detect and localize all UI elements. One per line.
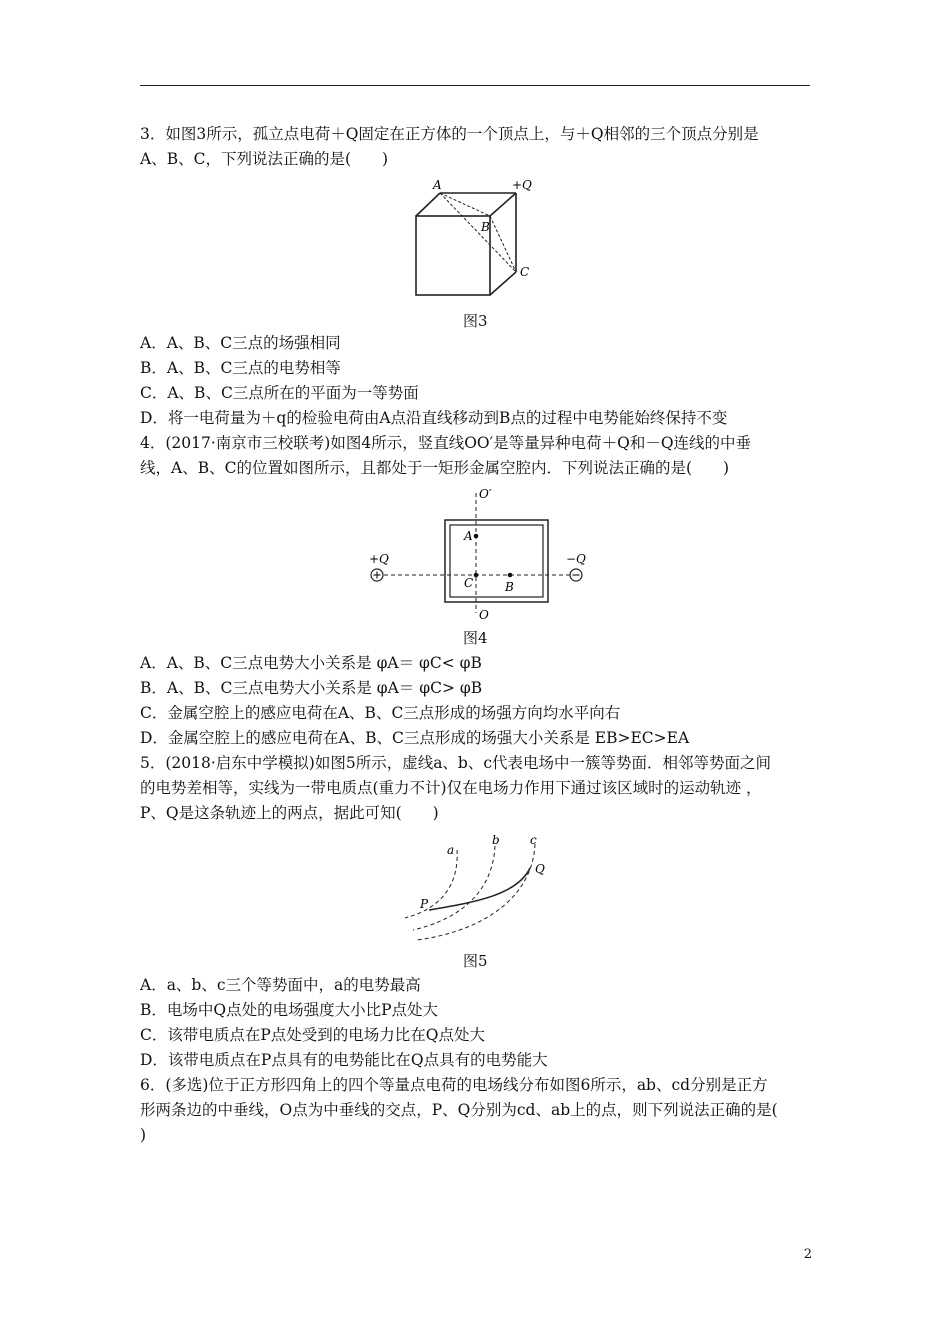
q5-stem-line1: 5．(2018·启东中学模拟)如图5所示，虚线a、b、c代表电场中一簇等势面．相邻等势面之间 bbox=[140, 754, 772, 772]
figure-5-caption: 图5 bbox=[463, 952, 488, 970]
cavity-outer-wall bbox=[445, 520, 548, 602]
label-C: C bbox=[520, 265, 530, 279]
equipotential-a bbox=[405, 850, 457, 918]
label-P: P bbox=[420, 897, 429, 911]
page-number: 2 bbox=[803, 1247, 812, 1262]
label-Q: Q bbox=[535, 862, 545, 876]
equipotential-c bbox=[417, 844, 535, 940]
q3-stem-line1: 3．如图3所示，孤立点电荷＋Q固定在正方体的一个顶点上，与＋Q相邻的三个顶点分别是 bbox=[140, 125, 759, 143]
q4-stem-line1: 4．(2017·南京市三校联考)如图4所示，竖直线OO′是等量异种电荷＋Q和－Q连线的中垂 bbox=[140, 434, 752, 452]
figure-4-caption: 图4 bbox=[463, 629, 488, 647]
label-b: b bbox=[492, 833, 500, 847]
label-a: a bbox=[447, 843, 455, 857]
q6-stem-line3: ) bbox=[140, 1126, 147, 1144]
q5-option-c: C．该带电质点在P点处受到的电场力比在Q点处大 bbox=[140, 1026, 485, 1044]
q3-option-a: A．A、B、C三点的场强相同 bbox=[140, 334, 341, 352]
label-minus-Q: −Q bbox=[566, 552, 586, 566]
label-C: C bbox=[464, 576, 474, 590]
label-O: O bbox=[479, 608, 489, 622]
q3-stem-line2: A、B、C，下列说法正确的是( ) bbox=[140, 150, 389, 168]
q4-option-b: B．A、B、C三点电势大小关系是 φA＝ φC> φB bbox=[140, 679, 483, 697]
point-C bbox=[474, 573, 479, 578]
q4-option-d: D．金属空腔上的感应电荷在A、B、C三点形成的场强大小关系是 EB>EC>EA bbox=[140, 729, 690, 747]
q4-option-c: C．金属空腔上的感应电荷在A、B、C三点形成的场强方向均水平向右 bbox=[140, 704, 621, 722]
figure-3-cube bbox=[400, 175, 540, 305]
label-B: B bbox=[505, 580, 514, 594]
point-B bbox=[508, 573, 513, 578]
label-c: c bbox=[530, 833, 537, 847]
label-A: A bbox=[433, 178, 442, 192]
label-A: A bbox=[464, 529, 473, 543]
cube-edge bbox=[490, 272, 516, 295]
figure-4-cavity bbox=[360, 483, 600, 623]
cube-front-face bbox=[416, 216, 490, 295]
dashed-line-AB bbox=[440, 193, 490, 216]
q3-option-c: C．A、B、C三点所在的平面为一等势面 bbox=[140, 384, 419, 402]
cube-edge bbox=[416, 193, 440, 216]
header-rule bbox=[140, 85, 810, 86]
trajectory bbox=[429, 868, 530, 910]
cube-edge bbox=[490, 193, 516, 216]
q5-stem-line2: 的电势差相等，实线为一带电质点(重力不计)仅在电场力作用下通过该区域时的运动轨迹 ， bbox=[140, 779, 762, 797]
q6-stem-line1: 6．(多选)位于正方形四角上的四个等量点电荷的电场线分布如图6所示，ab、cd分别是正方 bbox=[140, 1076, 768, 1094]
q3-option-b: B．A、B、C三点的电势相等 bbox=[140, 359, 341, 377]
label-plus-Q: +Q bbox=[369, 552, 389, 566]
point-A bbox=[474, 534, 479, 539]
figure-5-equipotentials bbox=[395, 828, 565, 948]
q5-option-b: B．电场中Q点处的电场强度大小比P点处大 bbox=[140, 1001, 439, 1019]
q6-stem-line2: 形两条边的中垂线，O点为中垂线的交点，P、Q分别为cd、ab上的点，则下列说法正确的是( bbox=[140, 1101, 778, 1119]
equipotential-b bbox=[413, 846, 495, 930]
dashed-line-BC bbox=[490, 216, 516, 272]
label-plus-Q: +Q bbox=[512, 178, 532, 192]
q4-stem-line2: 线，A、B、C的位置如图所示，且都处于一矩形金属空腔内．下列说法正确的是( ) bbox=[140, 459, 730, 477]
q3-option-d: D．将一电荷量为＋q的检验电荷由A点沿直线移动到B点的过程中电势能始终保持不变 bbox=[140, 409, 728, 427]
q5-stem-line3: P、Q是这条轨迹上的两点，据此可知( ) bbox=[140, 804, 439, 822]
label-B: B bbox=[481, 220, 490, 234]
label-O-prime: O′ bbox=[479, 487, 492, 501]
q5-option-a: A．a、b、c三个等势面中，a的电势最高 bbox=[140, 976, 421, 994]
q5-option-d: D．该带电质点在P点具有的电势能比在Q点具有的电势能大 bbox=[140, 1051, 548, 1069]
dashed-line-AC bbox=[440, 193, 516, 272]
q4-option-a: A．A、B、C三点电势大小关系是 φA＝ φC< φB bbox=[140, 654, 482, 672]
figure-3-caption: 图3 bbox=[463, 312, 488, 330]
